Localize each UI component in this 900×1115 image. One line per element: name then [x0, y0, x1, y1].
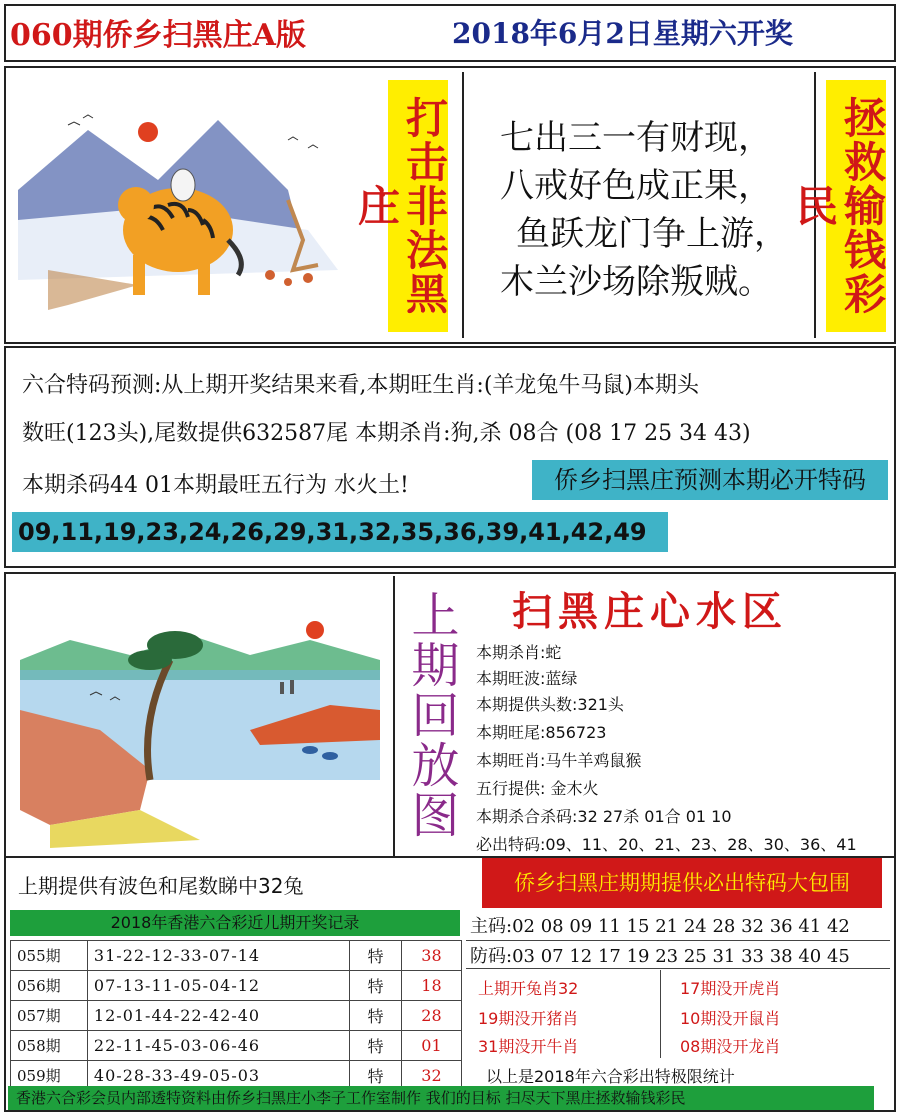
numbers-cell: 40-28-33-49-05-03 [87, 1061, 349, 1091]
review-item: 本期杀合杀码:32 27杀 01合 01 10 [476, 807, 732, 826]
special-number-cell: 18 [401, 971, 461, 1001]
stats-divider [660, 970, 661, 1058]
review-item: 五行提供: 金木火 [476, 779, 599, 798]
numbers-cell: 31-22-12-33-07-14 [87, 941, 349, 971]
poem-line: 木兰沙场除叛贼。 [500, 262, 772, 302]
issue-cell: 056期 [11, 971, 88, 1001]
codes-divider [466, 940, 890, 941]
stat-item: 10期没开鼠肖 [680, 1009, 781, 1028]
prediction-numbers: 09,11,19,23,24,26,29,31,32,35,36,39,41,42,49 [12, 512, 668, 552]
special-number-cell: 32 [401, 1061, 461, 1091]
records-banner: 2018年香港六合彩近儿期开奖记录 [10, 910, 460, 936]
records-table [10, 940, 462, 1091]
special-label-cell: 特 [350, 941, 402, 971]
last-hit-text: 上期提供有波色和尾数睇中32兔 [18, 874, 304, 898]
prediction-line: 六合特码预测:从上期开奖结果来看,本期旺生肖:(羊龙兔牛马鼠)本期头 [22, 373, 699, 398]
right-slogan-sign: 拯救输钱彩民 [826, 80, 886, 332]
review-divider [393, 576, 395, 856]
stats-note: 以上是2018年六合彩出特极限统计 [486, 1067, 735, 1086]
issue-cell: 058期 [11, 1031, 88, 1061]
numbers-cell: 22-11-45-03-06-46 [87, 1031, 349, 1061]
stat-item: 31期没开牛肖 [478, 1037, 579, 1056]
footer-banner: 香港六合彩会员内部透特资料由侨乡扫黑庄小李子工作室制作 我们的目标 扫尽天下黑庄拯救输钱彩民 [8, 1086, 874, 1110]
poem-line: 鱼跃龙门争上游， [516, 214, 788, 254]
issue-cell: 055期 [11, 941, 88, 971]
review-item: 本期旺肖:马牛羊鸡鼠猴 [476, 751, 642, 770]
stat-item: 上期开兔肖32 [478, 979, 579, 998]
review-item: 本期旺波:蓝绿 [476, 669, 578, 688]
draw-date: 2018年6月2日星期六开奖 [452, 17, 793, 50]
poem-line: 八戒好色成正果， [500, 166, 772, 206]
stat-item: 08期没开龙肖 [680, 1037, 781, 1056]
numbers-cell: 07-13-11-05-04-12 [87, 971, 349, 1001]
review-item: 本期提供头数:321头 [476, 695, 624, 714]
guard-codes: 防码:03 07 12 17 19 23 25 31 33 38 40 45 [470, 946, 850, 967]
review-item: 本期旺尾:856723 [476, 723, 607, 742]
left-slogan-sign: 打击非法黑庄 [388, 80, 448, 332]
special-label-cell: 特 [350, 1031, 402, 1061]
tiger-illustration [8, 70, 374, 340]
special-number-cell: 28 [401, 1001, 461, 1031]
special-number-cell: 01 [401, 1031, 461, 1061]
special-code-banner: 侨乡扫黑庄期期提供必出特码大包围 [482, 858, 882, 908]
issue-cell: 057期 [11, 1001, 88, 1031]
issue-cell: 059期 [11, 1061, 88, 1091]
special-label-cell: 特 [350, 971, 402, 1001]
codes-divider [466, 968, 890, 969]
table-row [11, 1001, 462, 1031]
landscape-illustration [10, 600, 390, 850]
table-row [11, 1031, 462, 1061]
table-row [11, 941, 462, 971]
stat-item: 19期没开猪肖 [478, 1009, 579, 1028]
poem-line: 七出三一有财现， [500, 118, 772, 158]
review-item: 本期杀肖:蛇 [476, 643, 562, 662]
review-vertical-title: 上期回放图 [403, 590, 459, 840]
numbers-cell: 12-01-44-22-42-40 [87, 1001, 349, 1031]
special-number-cell: 38 [401, 941, 461, 971]
prediction-banner: 侨乡扫黑庄预测本期必开特码 [532, 460, 888, 500]
review-item: 必出特码:09、11、20、21、23、28、30、36、41 [476, 835, 857, 854]
special-label-cell: 特 [350, 1061, 402, 1091]
table-row [11, 971, 462, 1001]
prediction-line: 数旺(123头),尾数提供632587尾 本期杀肖:狗,杀 08合 (08 17 25 34 43) [22, 421, 751, 446]
review-heading: 扫黑庄心水区 [512, 589, 788, 635]
stat-item: 17期没开虎肖 [680, 979, 781, 998]
special-label-cell: 特 [350, 1001, 402, 1031]
issue-title: 060期侨乡扫黑庄A版 [10, 18, 306, 53]
main-codes: 主码:02 08 09 11 15 21 24 28 32 36 41 42 [470, 916, 850, 937]
prediction-line: 本期杀码44 01本期最旺五行为 水火土! [22, 473, 409, 498]
